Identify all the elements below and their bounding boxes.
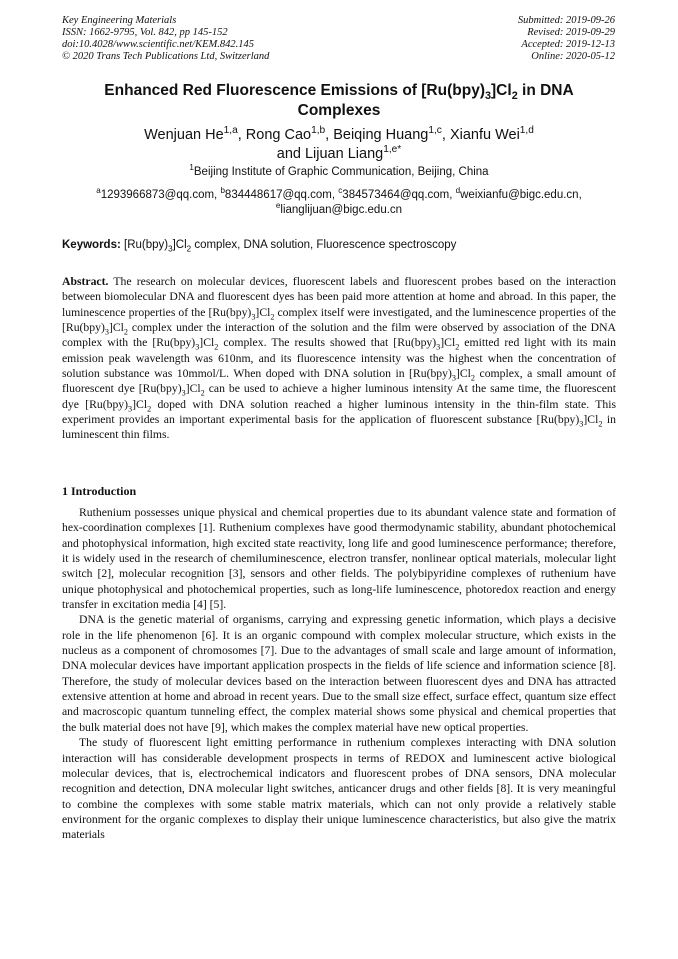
abstract-subscript: 3: [579, 419, 584, 429]
affiliation: [62, 165, 616, 180]
journal-info: [62, 15, 269, 63]
author-affiliation-mark: 1,b: [311, 125, 326, 137]
affiliation-text: Beijing Institute of Graphic Communication, Beijing, China: [193, 166, 489, 178]
paragraph: DNA is the genetic material of organisms, carrying and expressing genetic information, which plays a decisive role in the life phenomenon [6]. It is an organic compound with complex molecular structure, which exists in the nucleus as a component of chromosomes [7]. Due to the advantages of small scale and large amount of information, DNA molecular devices have important application prospects in the fields of life science and information science [8]. Therefore, the study of molecular devices based on the interaction between fluorescent dyes and DNA has attracted extensive attention at home and abroad in recent years. Due to the small size effect, surface effect, quantum size effect and macroscopic quantum tunneling effect, the complex material shows some physical and chemical properties that the bulk material does not have [9], which makes the complex material have new optical properties.: [62, 613, 616, 734]
abstract-subscript: 2: [470, 373, 476, 383]
abstract-segment: ]Cl: [108, 321, 124, 335]
author-affiliation-mark: 1,c: [428, 125, 442, 137]
journal-copyright: © 2020 Trans Tech Publications Ltd, Switzerland: [62, 51, 270, 62]
email-link[interactable]: 1293966873@qq.com: [100, 189, 215, 201]
submission-dates: [518, 15, 615, 63]
journal-issn: ISSN: 1662-9795, Vol. 842, pp 145-152: [62, 27, 228, 38]
author-affiliation-mark: 1,e*: [383, 144, 402, 156]
abstract-subscript: 3: [104, 327, 109, 337]
email-list: $^a$1293966873@qq.com, $^b$834448617@qq.com, $^c$384573464@qq.com, $^d$weixianfu@bigc.edu.cn, $^e$lianglijuan@bigc.edu.cn: [96, 186, 582, 216]
abstract-subscript: 2: [123, 327, 128, 337]
submitted-date: Submitted: 2019-09-26: [517, 15, 615, 26]
author-name: and Lijuan Liang: [276, 146, 384, 162]
online-date: Online: 2020-05-12: [531, 51, 615, 62]
title-part: ]Cl: [491, 82, 512, 99]
abstract: [62, 274, 616, 443]
title-part: in DNA Complexes: [297, 82, 574, 119]
author-name: Rong Cao: [245, 127, 312, 143]
abstract-text: [62, 275, 616, 441]
author-name: Wenjuan He: [144, 127, 224, 143]
abstract-segment: can be used to achieve a higher luminous intensity At the same time, the fluorescent dye [Ru(bpy): [62, 382, 616, 411]
keywords-label: Keywords:: [62, 239, 121, 251]
revised-date: Revised: 2019-09-29: [527, 27, 615, 38]
abstract-segment: ]Cl: [440, 336, 456, 350]
section-heading: 1 Introduction: [62, 484, 137, 498]
abstract-segment: complex, a small amount of fluorescent dye [Ru(bpy): [62, 367, 616, 396]
author-affiliation-mark: 1,a: [223, 125, 238, 137]
email-link[interactable]: 834448617@qq.com: [224, 189, 332, 201]
abstract-subscript: 3: [128, 404, 133, 414]
abstract-segment: The research on molecular devices, fluorescent labels and fluorescent probes based on the interaction between biomolecular DNA and fluorescent dyes has been paid more attention at home and abroad. In this paper, the luminescence properties of the [Ru(bpy): [62, 275, 616, 319]
title-subscript: 3: [484, 90, 492, 103]
abstract-segment: ]Cl: [583, 413, 599, 427]
title-part: Enhanced Red Fluorescence Emissions of [Ru(bpy): [104, 82, 485, 99]
paragraph: Ruthenium possesses unique physical and chemical properties due to its abundant valence state and formation of hex-coordination complexes [1]. Ruthenium complexes have good thermodynamic stability, abundant photochemical and photophysical information, high excited state reactivity, long life and good luminescence performance; therefore, it is widely used in the research of chemiluminescence, electron transfer, nonlinear optical materials, molecular light switch [2], molecular recognition [3], sensors and other fields. The polybipyridine complexes of ruthenium have unique photophysical and photochemical properties, such as long-life luminescence, photoredox reaction and energy transfer in excitation media [4] [5].: [62, 506, 616, 612]
author-list: Wenjuan He$^{1,a}$, Rong Cao$^{1,b}$, Beiqing Huang$^{1,c}$, Xianfu Wei$^{1,d}$ and Lijuan Liang$^{1,e*}$: [144, 125, 534, 162]
abstract-subscript: 3: [181, 388, 186, 398]
abstract-subscript: 2: [598, 419, 603, 429]
title-subscript: 2: [511, 90, 518, 103]
journal-doi: doi:10.4028/www.scientific.net/KEM.842.145: [62, 39, 254, 50]
affiliation-mark: 1: [189, 163, 194, 173]
abstract-subscript: 2: [214, 342, 219, 352]
abstract-segment: complex. The results showed that [Ru(bpy): [218, 336, 437, 350]
accepted-date: Accepted: 2019-12-13: [521, 39, 615, 50]
abstract-subscript: 3: [251, 312, 256, 322]
abstract-subscript: 2: [455, 342, 460, 352]
abstract-segment: ]Cl: [199, 336, 215, 350]
abstract-segment: ]Cl: [455, 367, 471, 381]
email-link[interactable]: lianglijuan@bigc.edu.cn: [280, 204, 403, 216]
abstract-subscript: 2: [147, 404, 152, 414]
author-name: Beiqing Huang: [333, 127, 429, 143]
abstract-segment: ]Cl: [255, 305, 271, 319]
paper-title: [62, 81, 616, 121]
abstract-subscript: 3: [451, 373, 456, 383]
abstract-subscript: 3: [195, 342, 200, 352]
email-link[interactable]: weixianfu@bigc.edu.cn: [460, 189, 579, 201]
abstract-segment: ]Cl: [185, 382, 201, 396]
keywords: Keywords: $[Ru(bpy)_3]Cl_2$ complex, DNA solution, Fluorescence spectroscopy: [62, 239, 457, 254]
author-name: Xianfu Wei: [449, 127, 520, 143]
paragraph: The study of fluorescent light emitting performance in ruthenium complexes interacting with DNA solution interaction will has considerable development prospects in terms of REDOX and luminescent active biological molecular devices, that is, electrochemical indicators and fluorescent probes of DNA sensors, DNA molecular recognition and detection, DNA molecular light switches, anticancer drugs and other fields [8]. It is very meaningful to combine the complexes with some stable matrix materials, which can not only provide a relatively stable environment for the organic complexes to display their unique luminescence characteristics, but also give the matrix materials: [62, 736, 616, 842]
abstract-segment: complex under the interaction of the solution and the film were observed by association of the DNA complex with the [Ru(bpy): [62, 321, 616, 350]
journal-name: Key Engineering Materials: [62, 15, 177, 26]
abstract-subscript: 2: [200, 388, 205, 398]
abstract-segment: ]Cl: [132, 397, 148, 411]
author-affiliation-mark: 1,d: [519, 125, 534, 137]
abstract-subscript: 3: [436, 342, 441, 352]
abstract-segment: complex itself were investigated, and the luminescence properties of the [Ru(bpy): [62, 305, 616, 335]
email-link[interactable]: 384573464@qq.com: [342, 189, 450, 201]
abstract-subscript: 2: [270, 312, 275, 322]
abstract-label: Abstract.: [62, 275, 109, 288]
introduction-body: [62, 505, 616, 843]
abstract-segment: emitted red light with its main emission peak wavelength was 610nm, and its fluorescence intensity was the highest when the concentration of solution substance was 10mmol/L. When doped with DNA solution in [Ru(bpy): [62, 336, 616, 381]
abstract-segment: in luminescent thin films.: [62, 413, 616, 442]
abstract-segment: doped with DNA solution reached a higher luminous intensity in the thin-film state. This experiment provides an important experimental basis for the application of fluorescent substance [Ru(bpy): [62, 397, 616, 427]
